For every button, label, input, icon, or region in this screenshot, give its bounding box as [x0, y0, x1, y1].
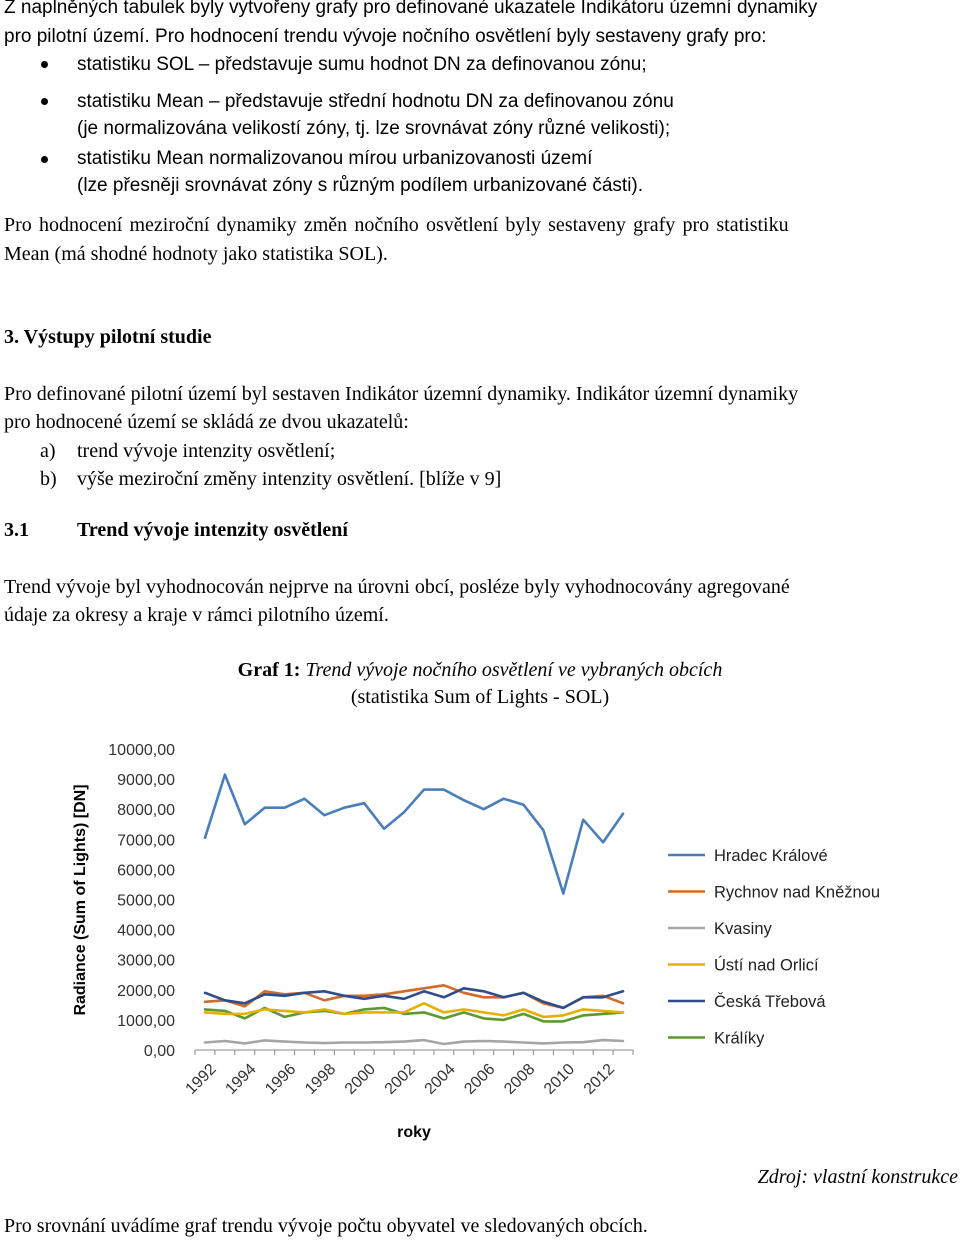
series-lines	[205, 775, 623, 1044]
y-tick-label: 2000,00	[117, 982, 175, 1000]
section-3-1-heading: Trend vývoje intenzity osvětlení	[77, 519, 348, 541]
legend-label: Rychnov nad Kněžnou	[714, 883, 881, 902]
series-line-1	[205, 775, 623, 894]
x-tick-label: 2012	[580, 1060, 618, 1098]
line-chart	[0, 730, 960, 1180]
y-tick-label: 4000,00	[117, 922, 175, 940]
legend-label: Kvasiny	[714, 920, 772, 938]
y-tick-label: 9000,00	[117, 772, 175, 790]
bullet-marker	[41, 98, 48, 105]
x-tick-label: 2010	[540, 1060, 579, 1098]
y-tick-label: 8000,00	[117, 802, 175, 820]
y-tick-label: 7000,00	[117, 832, 175, 850]
y-tick-label: 10000,00	[108, 742, 175, 759]
list-label-a: a)	[40, 440, 56, 462]
intro-line-2: pro pilotní území. Pro hodnocení trendu vývoje nočního osvětlení byly sestaveny grafy pro:	[4, 26, 767, 47]
list-label-b: b)	[40, 468, 57, 490]
bullet-mean-urban-note: (lze přesněji srovnávat zóny s různým podílem urbanizované části).	[77, 175, 644, 196]
section-3-1-number: 3.1	[4, 519, 29, 541]
y-tick-label: 5000,00	[117, 892, 175, 910]
x-tick-label: 1996	[262, 1060, 300, 1098]
series-line-2	[205, 985, 623, 1008]
x-tick-label: 2004	[421, 1060, 459, 1098]
x-axis-ticks	[183, 1050, 633, 1098]
y-tick-label: 3000,00	[117, 952, 175, 970]
x-tick-label: 1998	[302, 1060, 340, 1098]
y-axis-label: Radiance (Sum of Lights) [DN]	[72, 784, 89, 1016]
paragraph-dynamics: Pro hodnocení meziroční dynamiky změn nočního osvětlení byly sestaveny grafy pro statistiku	[4, 214, 789, 236]
intro-line-1: Z naplněných tabulek byly vytvořeny grafy pro definované ukazatele Indikátoru územní dynamiky	[4, 0, 818, 18]
x-tick-label: 2006	[461, 1060, 499, 1098]
figure-subcaption: (statistika Sum of Lights - SOL)	[350, 686, 610, 708]
x-tick-label: 1992	[182, 1060, 220, 1098]
y-tick-label: 1000,00	[117, 1012, 175, 1030]
legend-label: Králíky	[714, 1029, 765, 1048]
section-3-1-paragraph: Trend vývoje byl vyhodnocován nejprve na úrovni obcí, posléze byly vyhodnocovány agregované	[4, 576, 790, 598]
series-line-4	[205, 1003, 623, 1017]
bullet-marker	[41, 156, 48, 163]
x-tick-label: 2000	[341, 1060, 380, 1098]
section-3-heading: 3. Výstupy pilotní studie	[4, 326, 212, 348]
x-axis-label: roky	[397, 1124, 431, 1141]
section-3-paragraph: Pro definované pilotní území byl sestaven Indikátor územní dynamiky. Indikátor územní dynamiky	[4, 383, 799, 405]
legend-label: Hradec Králové	[714, 847, 828, 865]
figure-source: Zdroj: vlastní konstrukce	[757, 1166, 958, 1188]
bullet-sol: statistiku SOL – představuje sumu hodnot DN za definovanou zónu;	[77, 54, 647, 75]
bullet-mean: statistiku Mean – představuje střední hodnotu DN za definovanou zónu	[77, 91, 674, 112]
x-tick-label: 2002	[381, 1060, 419, 1098]
y-tick-label: 0,00	[143, 1043, 175, 1060]
x-tick-label: 1994	[222, 1060, 260, 1098]
closing-paragraph: Pro srovnání uvádíme graf trendu vývoje počtu obyvatel ve sledovaných obcích.	[4, 1215, 648, 1237]
paragraph-dynamics-cont: Mean (má shodné hodnoty jako statistika SOL).	[4, 243, 388, 265]
bullet-mean-urban: statistiku Mean normalizovanou mírou urbanizovanosti území	[77, 148, 593, 169]
list-item-b: výše meziroční změny intenzity osvětlení. [blíže v 9]	[77, 468, 502, 490]
legend-label: Česká Třebová	[714, 993, 826, 1011]
section-3-paragraph-cont: pro hodnocené území se skládá ze dvou ukazatelů:	[4, 411, 409, 433]
legend-label: Ústí nad Orlicí	[714, 956, 819, 975]
figure-caption: Graf 1: Trend vývoje nočního osvětlení ve vybraných obcích	[237, 659, 723, 681]
section-3-1-paragraph-cont: údaje za okresy a kraje v rámci pilotního území.	[4, 604, 389, 626]
y-tick-label: 6000,00	[117, 862, 175, 880]
legend	[668, 847, 880, 1048]
bullet-marker	[41, 61, 48, 68]
list-item-a: trend vývoje intenzity osvětlení;	[77, 440, 336, 462]
bullet-mean-note: (je normalizována velikostí zóny, tj. lze srovnávat zóny různé velikosti);	[77, 118, 671, 139]
series-line-3	[205, 1040, 623, 1044]
x-tick-label: 2008	[501, 1060, 539, 1098]
